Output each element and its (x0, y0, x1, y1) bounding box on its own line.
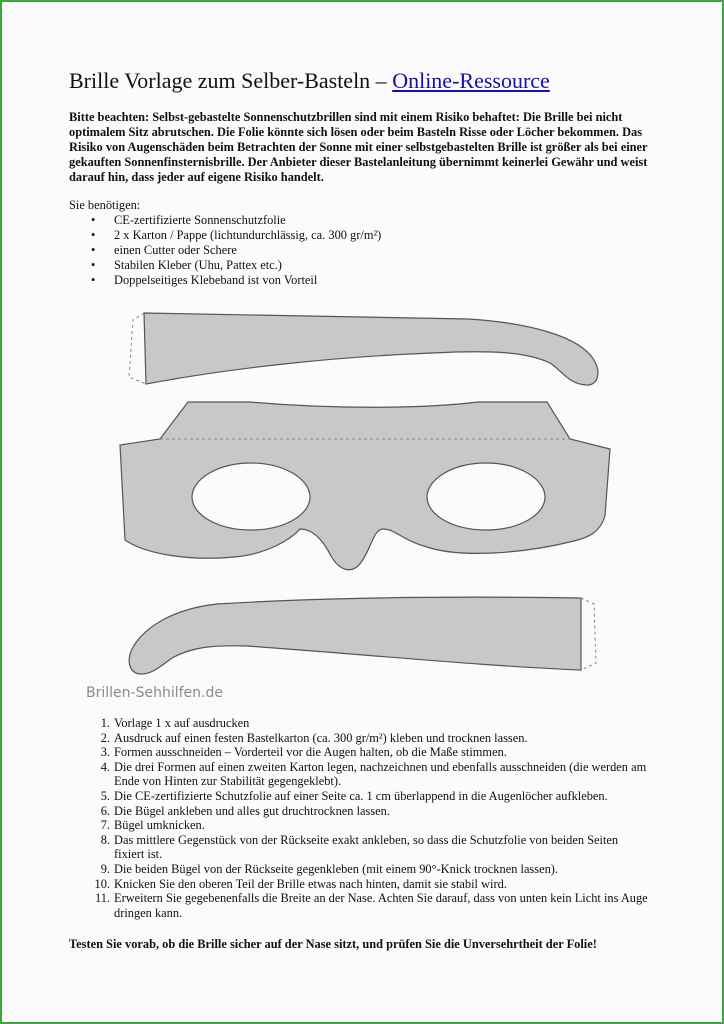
instructions-list (69, 716, 649, 920)
glue-tab-top-arm (129, 313, 146, 384)
closing-note: Testen Sie vorab, ob die Brille sicher auf der Nase sitzt, und prüfen Sie die Unversehrtheit der Folie! (69, 937, 597, 951)
temple-arm-top (144, 313, 598, 385)
list-item (100, 861, 649, 877)
step-text: Ausdruck auf einen festen Bastelkarton (ca. 300 gr/m²) kleben und trocknen lassen. (114, 730, 528, 745)
list-item: • Stabilen Kleber (Uhu, Pattex etc.) (114, 258, 381, 273)
step-text: Formen ausschneiden – Vorderteil vor die Augen halten, ob die Maße stimmen. (114, 745, 507, 760)
list-item (94, 891, 649, 920)
materials-list (69, 213, 381, 288)
glasses-template-drawing (2, 302, 722, 682)
step-number: 5. (100, 788, 110, 803)
list-item (94, 876, 649, 892)
step-text: Knicken Sie den oberen Teil der Brille etwas nach hinten, damit sie stabil wird. (114, 876, 507, 891)
step-number: 6. (100, 803, 110, 818)
step-text: Vorlage 1 x auf ausdrucken (114, 716, 250, 730)
step-text: Bügel umknicken. (114, 818, 205, 833)
watermark: Brillen-Sehhilfen.de (86, 685, 223, 701)
step-text: Das mittlere Gegenstück von der Rückseite exakt ankleben, so dass die Schutzfolie von beiden Seiten fixiert ist. (114, 832, 619, 862)
list-item: • 2 x Karton / Pappe (lichtundurchlässig, ca. 300 gr/m²) (114, 228, 381, 243)
instructions-section (69, 716, 649, 920)
list-item (100, 818, 649, 833)
online-resource-link[interactable]: Online-Ressource (392, 68, 550, 93)
step-text: Erweitern Sie gegebenenfalls die Breite an der Nase. Achten Sie darauf, dass von unten kein Licht ins Auge dringen kann. (114, 891, 648, 920)
step-text: Die drei Formen auf einen zweiten Karton legen, nachzeichnen und ebenfalls ausschneiden (die werden am Ende von Hinten zur Stabilität gegengeklebt). (114, 759, 647, 789)
step-number: 10. (94, 876, 110, 891)
page-title (69, 68, 550, 94)
step-text: Die Bügel ankleben und alles gut druchtrocknen lassen. (114, 803, 390, 818)
list-item (100, 759, 649, 789)
step-number: 3. (100, 745, 110, 760)
glasses-front-frame (120, 402, 610, 570)
title-text: Brille Vorlage zum Selber-Basteln – (69, 68, 393, 93)
list-item (100, 832, 649, 862)
list-item (100, 730, 649, 746)
list-item (100, 803, 649, 819)
step-number: 8. (100, 832, 110, 847)
step-number: 9. (100, 861, 110, 876)
step-number: 1. (100, 716, 110, 730)
list-item: • Doppelseitiges Klebeband ist von Vorteil (114, 273, 381, 288)
step-text: Die beiden Bügel von der Rückseite gegenkleben (mit einem 90°-Knick trocknen lassen). (114, 861, 558, 876)
materials-section (69, 198, 381, 288)
materials-intro: Sie benötigen: (69, 198, 141, 212)
glue-tab-bottom-arm (581, 598, 596, 670)
list-item: • einen Cutter oder Schere (114, 243, 381, 258)
temple-arm-bottom (129, 597, 581, 674)
safety-warning: Bitte beachten: Selbst-gebastelte Sonnenschutzbrillen sind mit einem Risiko behaftet: Die Brille bei nicht optimalem Sitz abrutschen. Die Folie könnte sich lösen oder beim Basteln Risse oder Löcher bekommen. Das Risiko von Augenschäden beim Betrachten der Sonne mit einer selbstgebastelten Brille ist größer als bei einer gekauften Sonnenfinsternisbrille. Der Anbieter dieser Bastelanleitung übernimmt keinerlei Gewähr und weist darauf hin, dass jeder auf eigene Risiko handelt. (69, 110, 648, 184)
list-item (100, 716, 649, 731)
step-number: 7. (100, 818, 110, 833)
step-number: 11. (94, 891, 110, 906)
list-item (100, 745, 649, 760)
step-text: Die CE-zertifizierte Schutzfolie auf einer Seite ca. 1 cm überlappend in die Augenlöcher aufkleben. (114, 788, 608, 803)
list-item: • CE-zertifizierte Sonnenschutzfolie (114, 213, 381, 228)
step-number: 2. (100, 730, 110, 745)
step-number: 4. (100, 759, 110, 774)
list-item (100, 788, 649, 804)
